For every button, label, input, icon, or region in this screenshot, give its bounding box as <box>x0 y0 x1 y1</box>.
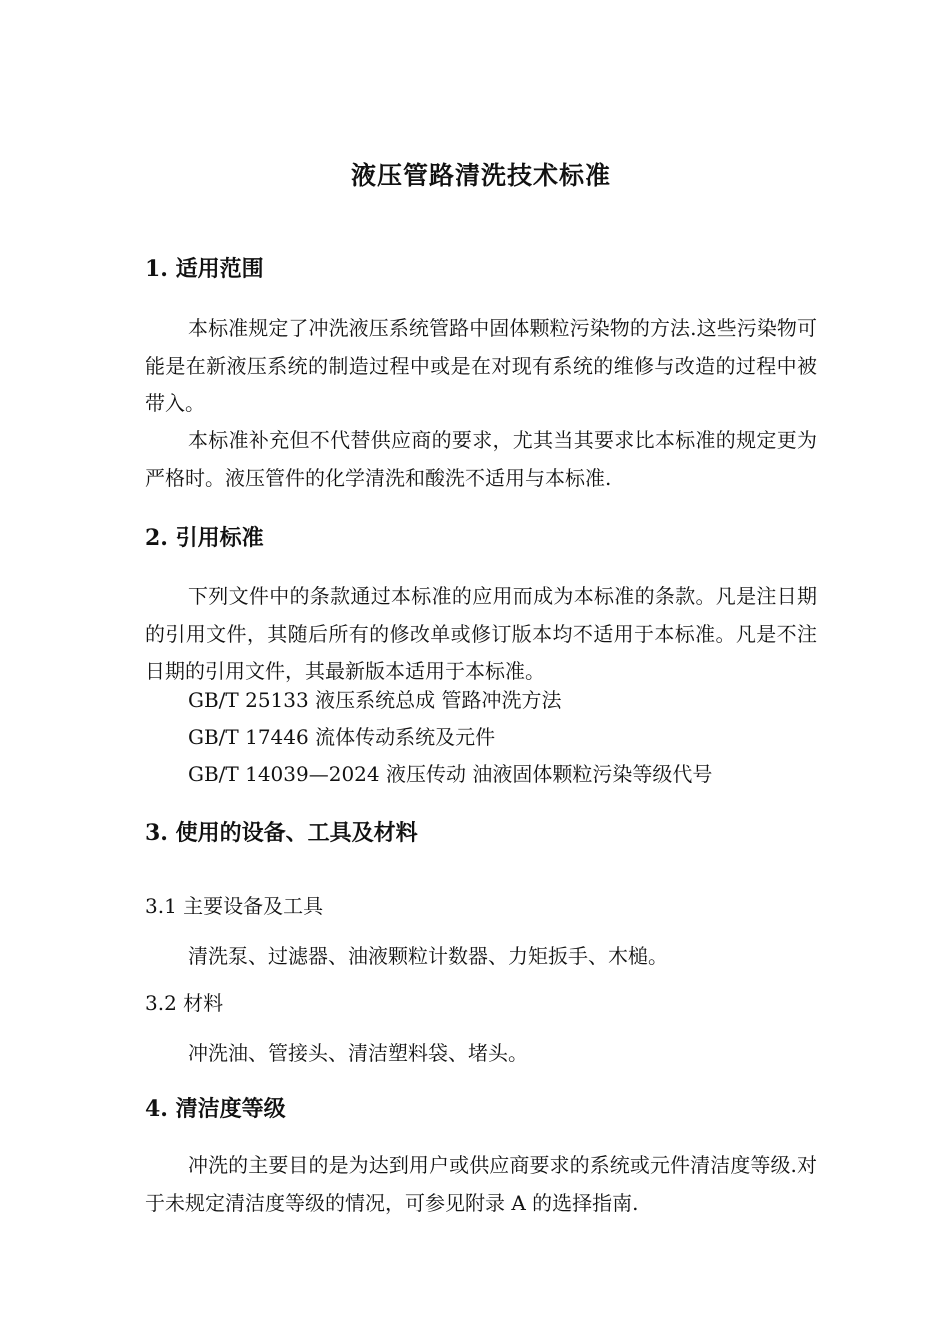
subsection-materials-text: 冲洗油、管接头、清洁塑料袋、堵头。 <box>188 1041 528 1065</box>
document-title: 液压管路清洗技术标准 <box>350 161 611 190</box>
subsection-heading-tools: 3.1 主要设备及工具 <box>145 894 324 918</box>
reference-item: GB/T 17446 流体传动系统及元件 <box>188 725 496 749</box>
section-heading-references: 2. 引用标准 <box>145 525 264 551</box>
section-scope-paragraph-1: 本标准规定了冲洗液压系统管路中固体颗粒污染物的方法.这些污染物可能是在新液压系统的制造过程中或是在对现有系统的维修与改造的过程中被带入。 <box>145 316 817 415</box>
section-heading-equipment: 3. 使用的设备、工具及材料 <box>145 820 418 846</box>
section-heading-cleanliness: 4. 清洁度等级 <box>145 1096 286 1122</box>
subsection-heading-materials: 3.2 材料 <box>145 991 224 1015</box>
section-cleanliness-paragraph: 冲洗的主要目的是为达到用户或供应商要求的系统或元件清洁度等级.对于未规定清洁度等级的情况，可参见附录 A 的选择指南. <box>145 1153 817 1215</box>
section-references-paragraph: 下列文件中的条款通过本标准的应用而成为本标准的条款。凡是注日期的引用文件，其随后所有的修改单或修订版本均不适用于本标准。凡是不注日期的引用文件，其最新版本适用于本标准。 <box>145 584 817 683</box>
reference-item: GB/T 14039—2024 液压传动 油液固体颗粒污染等级代号 <box>188 762 713 786</box>
section-scope-paragraph-2: 本标准补充但不代替供应商的要求，尤其当其要求比本标准的规定更为严格时。液压管件的化学清洗和酸洗不适用与本标准. <box>145 428 817 490</box>
section-heading-scope: 1. 适用范围 <box>145 256 264 282</box>
subsection-tools-text: 清洗泵、过滤器、油液颗粒计数器、力矩扳手、木槌。 <box>188 944 668 968</box>
reference-item: GB/T 25133 液压系统总成 管路冲洗方法 <box>188 688 562 712</box>
